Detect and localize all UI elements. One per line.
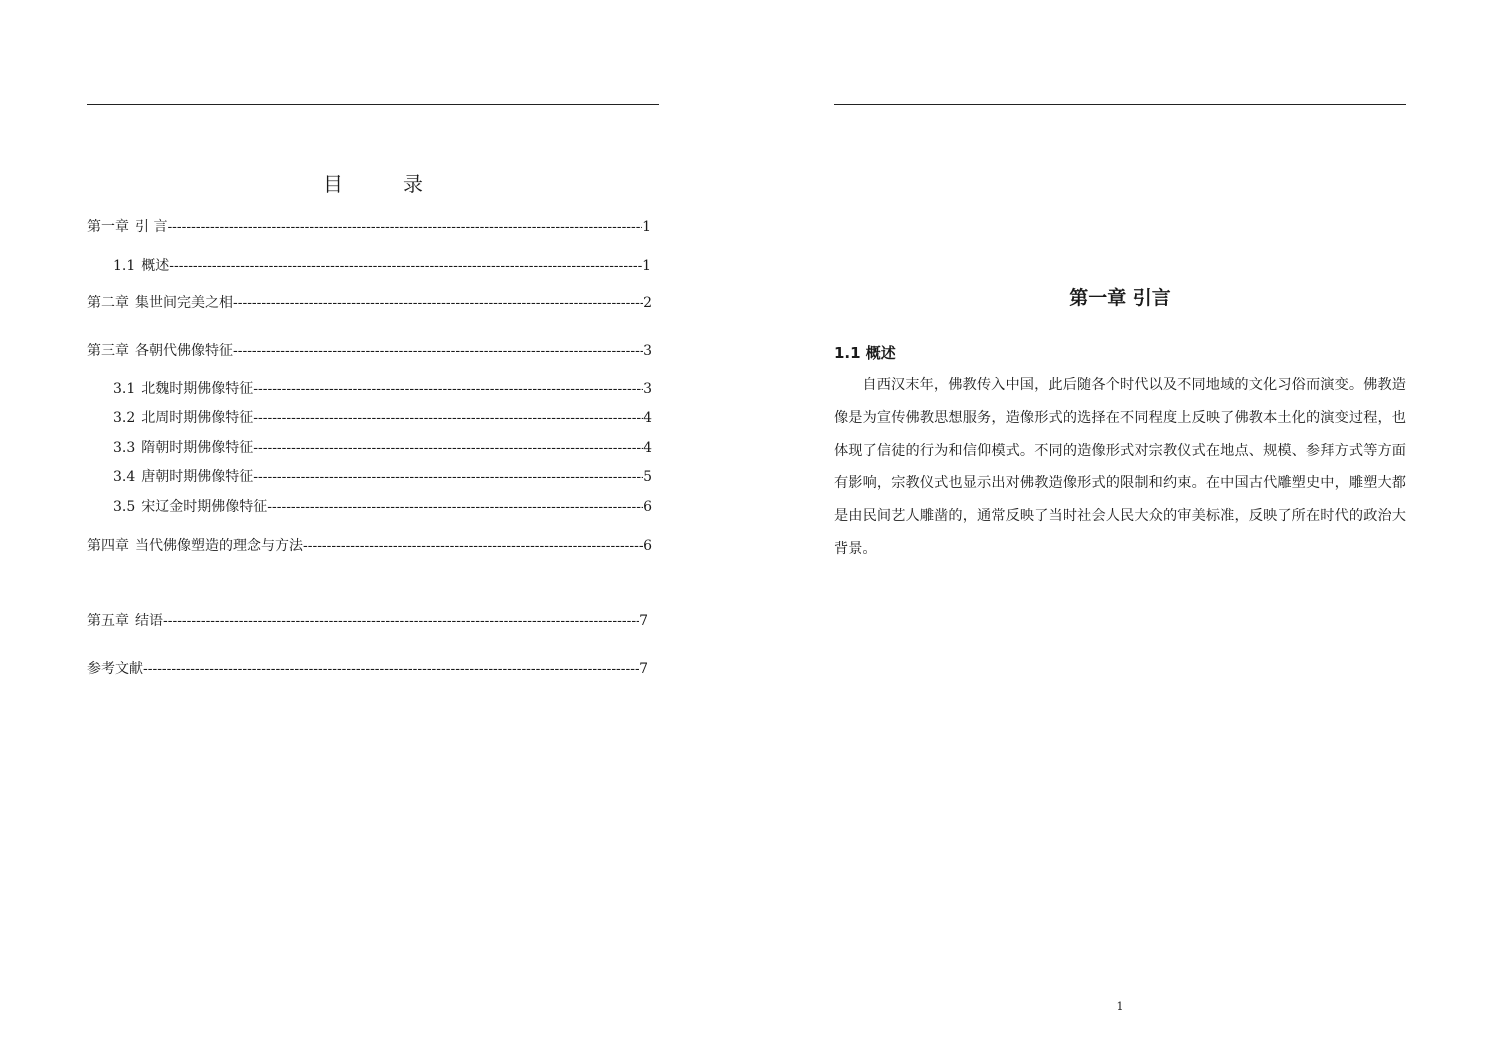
toc-entry-page: 1: [642, 219, 651, 235]
header-rule: [834, 104, 1406, 105]
toc-entry-number: 1.1: [113, 258, 136, 274]
toc-leader: [303, 537, 643, 555]
toc-entry-label: 结语: [135, 613, 163, 629]
toc-title: 目 录: [323, 172, 443, 196]
toc-entry[interactable]: [87, 294, 652, 312]
toc-entry-page: 1: [642, 258, 651, 274]
toc-entry-label: 北周时期佛像特征: [141, 410, 254, 426]
toc-entry-page: 6: [643, 538, 652, 554]
toc-entry-number: 第一章: [87, 219, 129, 235]
toc-entry-label: 集世间完美之相: [135, 295, 233, 311]
body-paragraph: 自西汉末年，佛教传入中国，此后随各个时代以及不同地域的文化习俗而演变。佛教造像是为宣传佛教思想服务，造像形式的选择在不同程度上反映了佛教本土化的演变过程，也体现了信徒的行为和信仰模式。不同的造像形式对宗教仪式在地点、规模、参拜方式等方面有影响，宗教仪式也显示出对佛教造像形式的限制和约束。在中国古代雕塑史中，雕塑大都是由民间艺人雕凿的，通常反映了当时社会人民大众的审美标准，反映了所在时代的政治大背景。: [834, 377, 1406, 557]
toc-entry-number: 3.2: [113, 410, 136, 426]
toc-leader: [233, 294, 643, 312]
toc-entry-page: 7: [639, 613, 648, 629]
toc-entry[interactable]: [113, 257, 651, 275]
toc-entry-label: 参考文献: [87, 661, 143, 677]
toc-page: [87, 0, 659, 1061]
toc-entry-label: 唐朝时期佛像特征: [141, 469, 254, 485]
toc-entry[interactable]: [113, 498, 652, 516]
toc-entry-number: 第三章: [87, 343, 129, 359]
toc-entry-label: 各朝代佛像特征: [135, 343, 233, 359]
toc-entry-page: 4: [643, 410, 652, 426]
toc-entry-label: 引 言: [135, 219, 168, 235]
toc-entry[interactable]: [87, 342, 652, 360]
toc-entry[interactable]: [113, 468, 652, 486]
page-number: 1: [1116, 1000, 1124, 1013]
toc-entry-label: 隋朝时期佛像特征: [141, 440, 254, 456]
toc-leader: [253, 439, 643, 457]
toc-leader: [163, 612, 639, 630]
toc-entry[interactable]: [113, 380, 652, 398]
toc-entry[interactable]: [87, 218, 651, 236]
toc-entry-number: 3.3: [113, 440, 136, 456]
toc-entry-page: 4: [643, 440, 652, 456]
chapter-title: 第一章 引言: [1069, 287, 1171, 309]
toc-leader: [253, 380, 643, 398]
toc-entry-page: 5: [643, 469, 652, 485]
toc-entry-number: 第五章: [87, 613, 129, 629]
toc-entry-page: 3: [643, 343, 652, 359]
toc-entry-page: 3: [643, 381, 652, 397]
toc-entry-number: 3.4: [113, 469, 136, 485]
toc-entry-page: 2: [643, 295, 652, 311]
toc-entry-page: 7: [639, 661, 648, 677]
section-title: 1.1 概述: [834, 344, 896, 362]
toc-leader: [169, 257, 642, 275]
toc-entry-number: 3.5: [113, 499, 136, 515]
toc-entry-page: 6: [643, 499, 652, 515]
toc-leader: [253, 409, 643, 427]
toc-leader: [167, 218, 642, 236]
toc-entry-label: 宋辽金时期佛像特征: [141, 499, 268, 515]
toc-entry-label: 当代佛像塑造的理念与方法: [135, 538, 303, 554]
toc-entry-number: 第四章: [87, 538, 129, 554]
toc-entry[interactable]: [87, 612, 648, 630]
content-page: [834, 0, 1406, 1061]
toc-leader: [253, 468, 643, 486]
toc-entry[interactable]: [113, 409, 652, 427]
toc-leader: [267, 498, 643, 516]
toc-entry[interactable]: [87, 660, 648, 678]
toc-entry-label: 北魏时期佛像特征: [141, 381, 254, 397]
toc-leader: [143, 660, 639, 678]
header-rule: [87, 104, 659, 105]
toc-entry-number: 3.1: [113, 381, 136, 397]
toc-entry[interactable]: [87, 537, 652, 555]
toc-entry-label: 概述: [141, 258, 170, 274]
toc-entry[interactable]: [113, 439, 652, 457]
toc-entry-number: 第二章: [87, 295, 129, 311]
toc-leader: [233, 342, 643, 360]
